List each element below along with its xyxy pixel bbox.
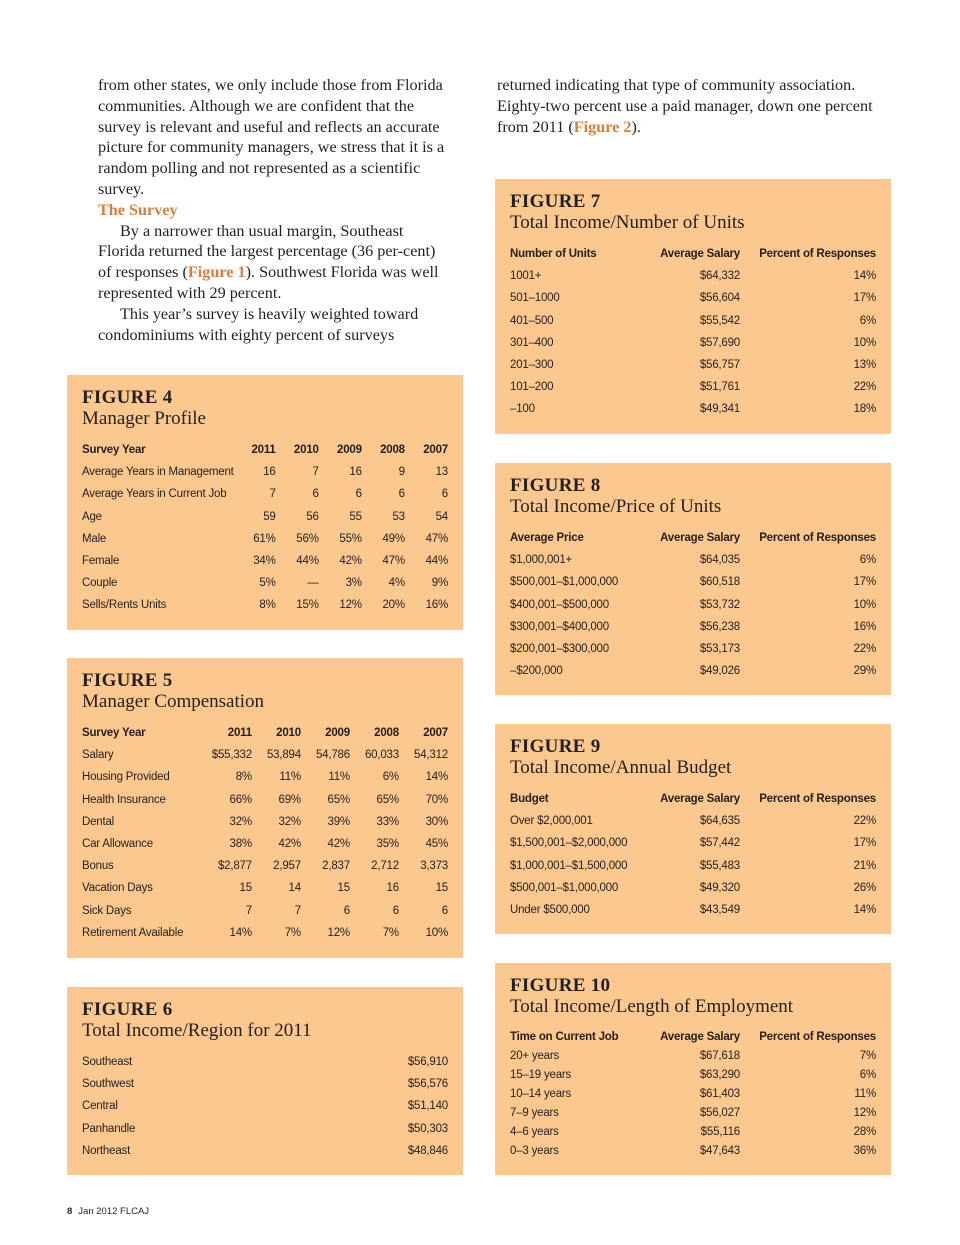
row-label: Health Insurance [82,793,166,806]
employment-income-table [510,1027,876,1160]
table-cell: 3% [345,577,362,590]
table-cell: 33% [376,815,399,828]
table-row [510,1141,876,1160]
table-cell: $2,877 [217,860,252,873]
table-cell: 15 [337,882,350,895]
figure-2-link[interactable]: Figure 2 [573,117,632,136]
table-cell: 39% [327,815,350,828]
survey-paragraph: By a narrower than usual margin, Southeast Florida returned the largest percentage (36 per-cent) of responses (Figure 1). Southwest Florida was well represented with 29 percent. [98,221,439,302]
row-label: 301–400 [510,336,554,349]
units-income-table [510,243,876,421]
table-row [82,550,448,572]
table-cell: 6% [859,314,876,327]
table-cell: 6% [859,1068,876,1081]
figure-title: Total Income/Length of Employment [510,996,794,1017]
table-cell: 16 [386,882,399,895]
table-cell: 22% [853,815,876,828]
row-label: 4–6 years [510,1125,559,1138]
row-label: –$200,000 [510,665,563,678]
table-cell: 3,373 [420,860,448,873]
table-cell: 42% [339,555,362,568]
table-cell: $64,635 [699,815,740,828]
table-cell: 6% [859,554,876,567]
row-label: 201–300 [510,359,554,372]
region-income-table [82,1051,448,1162]
row-label: 101–200 [510,381,554,394]
table-row [510,899,876,921]
table-cell: $56,238 [699,620,740,633]
figure-5-panel [67,658,463,958]
table-cell: $55,116 [700,1125,740,1138]
row-label: Couple [82,577,118,590]
table-cell: 21% [853,859,876,872]
table-cell: 22% [853,381,876,394]
row-label: 10–14 years [510,1087,572,1100]
table-cell: 16% [853,620,876,633]
table-cell: 55% [339,532,362,545]
table-cell: 53 [392,510,405,523]
table-cell: $67,618 [699,1049,740,1062]
table-cell: 12% [853,1106,876,1119]
table-cell: 49% [382,532,405,545]
table-cell: 14% [853,270,876,283]
table-cell: 36% [853,1144,876,1157]
table-cell: 56 [306,510,319,523]
table-cell: 30% [425,815,448,828]
table-row [82,811,448,833]
table-row [510,855,876,877]
table-cell: 65% [327,793,350,806]
figure-number: FIGURE 5 [82,670,173,691]
figure-number: FIGURE 4 [82,387,173,408]
table-row [82,744,448,766]
table-cell: $49,320 [699,881,740,894]
price-income-table [510,527,876,682]
row-label: Under $500,000 [510,904,590,917]
table-header: Budget [510,793,549,806]
table-row [510,287,876,309]
table-cell: 16 [349,466,362,479]
manager-profile-table [82,439,448,617]
table-cell: 6 [312,488,319,501]
table-row [510,877,876,899]
table-cell: $53,173 [699,643,740,656]
table-header: 2010 [293,444,319,457]
row-label: $1,500,001–$2,000,000 [510,837,628,850]
table-cell: 17% [853,292,876,305]
table-row [82,922,448,944]
figure-title: Total Income/Number of Units [510,212,745,233]
row-label: 7–9 years [510,1106,559,1119]
table-row [510,594,876,616]
row-label: Southwest [82,1078,134,1091]
table-cell: 14 [288,882,301,895]
table-cell: 15 [435,882,448,895]
table-cell: 12% [339,599,362,612]
row-label: Age [82,510,102,523]
row-label: Average Years in Current Job [82,488,227,501]
row-label: Vacation Days [82,882,153,895]
row-label: $500,001–$1,000,000 [510,881,619,894]
table-cell: 14% [425,771,448,784]
table-cell: 6% [382,771,399,784]
table-cell: 65% [376,793,399,806]
table-cell: $51,140 [407,1100,448,1113]
table-row [510,832,876,854]
right-column-text [497,75,892,137]
row-label: Male [82,532,107,545]
table-cell: $49,026 [699,665,740,678]
row-label: Salary [82,749,114,762]
row-label: Sick Days [82,904,132,917]
table-cell: 6 [441,488,448,501]
table-cell: 47% [382,555,405,568]
table-cell: 6 [392,904,399,917]
figure-9-panel [495,724,891,934]
table-cell: 47% [425,532,448,545]
issue-label: Jan 2012 FLCAJ [78,1206,150,1217]
table-row [510,376,876,398]
table-cell: — [307,577,319,590]
table-row [82,483,448,505]
table-cell: $56,604 [699,292,740,305]
table-header: Percent of Responses [759,248,876,261]
table-cell: $50,303 [407,1122,448,1135]
table-cell: 7% [859,1049,876,1062]
table-cell: 10% [853,598,876,611]
row-label: 20+ years [510,1049,560,1062]
table-cell: 7 [269,488,276,501]
table-cell: 66% [229,793,252,806]
row-label: Northeast [82,1144,131,1157]
table-cell: 10% [425,926,448,939]
table-cell: 6 [441,904,448,917]
table-cell: $61,403 [699,1087,740,1100]
table-row [510,660,876,682]
table-row [510,616,876,638]
table-cell: $56,910 [407,1056,448,1069]
table-cell: 11% [854,1087,876,1100]
table-header: 2007 [423,727,448,740]
table-cell: 11% [328,771,350,784]
table-cell: $64,035 [699,554,740,567]
table-header: 2008 [374,727,399,740]
row-label: Housing Provided [82,771,170,784]
figure-4-panel [67,375,463,630]
table-cell: 28% [853,1125,876,1138]
table-cell: 18% [853,403,876,416]
section-heading-survey: The Survey [98,200,178,219]
table-cell: $48,846 [407,1144,448,1157]
table-row [510,354,876,376]
table-row [510,332,876,354]
figure-title: Manager Profile [82,408,206,429]
table-row [510,1103,876,1122]
table-cell: 15% [296,599,319,612]
budget-income-table [510,788,876,921]
table-row [82,1073,448,1095]
figure-6-panel [67,987,463,1175]
table-cell: 44% [296,555,319,568]
figure-number: FIGURE 7 [510,191,601,212]
figure-7-panel [495,179,891,434]
left-column-text [98,75,450,345]
table-cell: 14% [853,904,876,917]
table-cell: 7% [284,926,301,939]
table-row [82,833,448,855]
weighting-paragraph: This year’s survey is heavily weighted toward condominiums with eighty percent of surveys [98,304,419,344]
table-header: Percent of Responses [759,793,876,806]
table-row [82,1140,448,1162]
row-label: 15–19 years [510,1068,572,1081]
figure-title: Total Income/Price of Units [510,496,722,517]
table-cell: $64,332 [699,270,740,283]
page-number: 8 [67,1206,73,1217]
table-cell: $55,542 [699,314,740,327]
table-header: Percent of Responses [759,532,876,545]
table-row [82,877,448,899]
table-cell: $57,442 [699,837,740,850]
row-label: 401–500 [510,314,554,327]
row-label: Dental [82,815,115,828]
table-header: Average Salary [660,1030,740,1043]
table-cell: 8% [259,599,276,612]
table-cell: $55,332 [211,749,252,762]
table-cell: 9 [398,466,405,479]
table-cell: $57,690 [699,336,740,349]
table-cell: 13 [435,466,448,479]
table-cell: 16 [263,466,276,479]
table-cell: 54,786 [315,749,350,762]
table-cell: 7% [382,926,399,939]
table-cell: 29% [853,665,876,678]
table-row [82,506,448,528]
table-cell: 34% [253,555,276,568]
table-row [82,766,448,788]
table-cell: 13% [853,359,876,372]
table-row [82,1051,448,1073]
table-cell: $53,732 [699,598,740,611]
row-label: 501–1000 [510,292,560,305]
intro-paragraph: from other states, we only include those from Florida communities. Although we are confident that the survey is relevant and useful and reflects an accurate picture for community managers, we stress that it is a random polling and not represented as a scientific survey. [98,76,445,198]
row-label: $1,000,001–$1,500,000 [510,859,628,872]
table-row [510,1065,876,1084]
table-cell: 7 [312,466,319,479]
table-cell: $51,761 [699,381,740,394]
row-label: Female [82,555,120,568]
table-cell: 9% [431,577,448,590]
table-cell: $47,643 [699,1144,740,1157]
table-cell: 7 [294,904,301,917]
table-row [82,900,448,922]
table-cell: 12% [327,926,350,939]
table-cell: $56,027 [699,1106,740,1119]
table-cell: $55,483 [699,859,740,872]
table-row [510,549,876,571]
row-label: $400,001–$500,000 [510,598,609,611]
table-cell: 70% [425,793,448,806]
figure-title: Total Income/Annual Budget [510,757,732,778]
row-label: Panhandle [82,1122,136,1135]
table-cell: 69% [278,793,301,806]
table-row [82,1095,448,1117]
table-cell: $49,341 [699,403,740,416]
figure-10-panel [495,963,891,1175]
table-header: 2009 [337,444,362,457]
table-cell: 17% [853,576,876,589]
table-header: Survey Year [82,727,146,740]
row-label: Southeast [82,1056,132,1069]
table-cell: 6 [343,904,350,917]
table-header: Number of Units [510,248,597,261]
table-cell: $56,757 [699,359,740,372]
table-row [510,638,876,660]
row-label: –100 [510,403,535,416]
table-cell: 8% [235,771,252,784]
table-cell: 26% [853,881,876,894]
table-cell: 6 [398,488,405,501]
table-cell: $43,549 [699,904,740,917]
table-header: 2009 [325,727,350,740]
row-label: $1,000,001+ [510,554,573,567]
table-header: Survey Year [82,444,146,457]
table-row [82,528,448,550]
table-header: 2010 [276,727,301,740]
figure-title: Manager Compensation [82,691,265,712]
figure-title: Total Income/Region for 2011 [82,1020,312,1041]
table-header: 2011 [227,727,252,740]
table-cell: $56,576 [407,1078,448,1091]
table-header: Average Salary [660,532,740,545]
table-row [82,594,448,616]
row-label: Retirement Available [82,926,184,939]
table-header: 2011 [251,444,276,457]
figure-8-panel [495,463,891,695]
table-cell: $63,290 [699,1068,740,1081]
table-cell: 44% [425,555,448,568]
row-label: $500,001–$1,000,000 [510,576,619,589]
table-row [510,265,876,287]
table-cell: 11% [279,771,301,784]
table-row [82,1118,448,1140]
figure-1-link[interactable]: Figure 1 [187,263,246,282]
table-header: 2007 [423,444,448,457]
table-cell: 14% [229,926,252,939]
table-cell: 42% [327,838,350,851]
table-row [82,789,448,811]
table-cell: $60,518 [699,576,740,589]
table-cell: 54 [435,510,448,523]
table-row [510,571,876,593]
table-cell: 4% [388,577,405,590]
figure-number: FIGURE 8 [510,475,601,496]
table-header: Time on Current Job [510,1030,619,1043]
row-label: $200,001–$300,000 [510,643,609,656]
table-cell: 54,312 [414,749,448,762]
table-cell: 5% [259,577,276,590]
table-cell: 15 [239,882,252,895]
row-label: 1001+ [510,270,542,283]
row-label: Central [82,1100,118,1113]
table-cell: 55 [349,510,362,523]
table-cell: 53,894 [266,749,301,762]
table-header: Average Price [510,532,584,545]
table-cell: 59 [263,510,276,523]
table-cell: 56% [296,532,319,545]
figure-number: FIGURE 6 [82,999,173,1020]
table-cell: 60,033 [364,749,399,762]
table-row [510,1046,876,1065]
table-cell: 61% [253,532,276,545]
table-cell: 16% [425,599,448,612]
table-header: Average Salary [660,793,740,806]
table-row [510,1084,876,1103]
table-cell: 20% [382,599,405,612]
table-cell: 32% [229,815,252,828]
table-cell: 42% [278,838,301,851]
table-row [510,398,876,420]
table-row [82,855,448,877]
table-cell: 22% [853,643,876,656]
table-header: 2008 [380,444,405,457]
page-footer [67,1206,149,1217]
figure-number: FIGURE 9 [510,736,601,757]
table-row [510,810,876,832]
table-cell: 2,837 [322,860,350,873]
table-row [510,1122,876,1141]
row-label: Over $2,000,001 [510,815,593,828]
table-cell: 17% [853,837,876,850]
table-row [82,461,448,483]
manager-compensation-table [82,722,448,944]
table-cell: 45% [425,838,448,851]
table-header: Percent of Responses [759,1030,876,1043]
table-cell: 6 [355,488,362,501]
figure-number: FIGURE 10 [510,975,611,996]
row-label: Average Years in Management [82,466,234,479]
row-label: 0–3 years [510,1144,559,1157]
table-cell: 2,712 [371,860,399,873]
table-cell: 7 [245,904,252,917]
table-header: Average Salary [660,248,740,261]
table-cell: 32% [278,815,301,828]
table-cell: 2,957 [273,860,301,873]
table-cell: 38% [229,838,252,851]
table-cell: 35% [376,838,399,851]
table-row [510,310,876,332]
table-cell: 10% [853,336,876,349]
row-label: $300,001–$400,000 [510,620,609,633]
row-label: Sells/Rents Units [82,599,167,612]
row-label: Bonus [82,860,114,873]
continuation-paragraph: returned indicating that type of community association. Eighty-two percent use a paid manager, down one percent from 2011 (Figure 2). [497,76,873,136]
row-label: Car Allowance [82,838,153,851]
table-row [82,572,448,594]
